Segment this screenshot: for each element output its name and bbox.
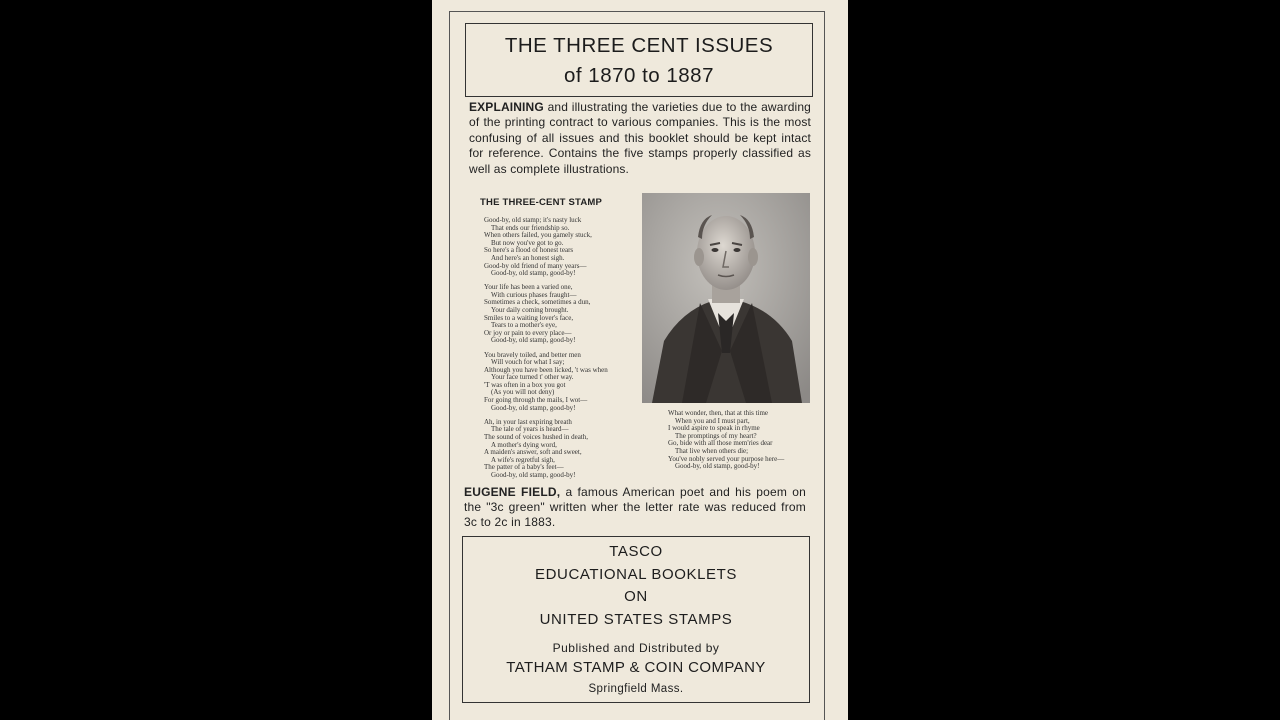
poem-line: Good-by, old stamp, good-by!: [491, 269, 576, 278]
poem-line: Good-by old friend of many years—: [484, 261, 587, 270]
poem-line: A mother's dying word,: [491, 440, 557, 449]
poem-line: The promptings of my heart?: [675, 431, 757, 440]
poem-line: That ends our friendship so.: [491, 223, 570, 232]
tasco-booklets-line: EDUCATIONAL BOOKLETS: [534, 566, 738, 583]
poem-line: Although you have been licked, 't was when: [484, 365, 608, 374]
poem-line: You bravely toiled, and better men: [484, 350, 581, 359]
poem-line: Good-by, old stamp; it's nasty luck: [484, 216, 582, 224]
poem-line: Good-by, old stamp, good-by!: [491, 403, 576, 412]
poem-line: 'T was often in a box you got: [484, 380, 566, 389]
poem-line: The sound of voices hushed in death,: [484, 432, 589, 441]
caption-text: a famous American poet and his poem on the "3c green" written wher the letter rate was reduced from 3c to 2c in 1883.: [464, 485, 806, 529]
poem-line: When others failed, you gamely stuck,: [484, 231, 592, 240]
poem-stanza: [484, 419, 608, 480]
poem-stanza: [668, 410, 784, 471]
poem-line: Or joy or pain to every place—: [484, 328, 572, 337]
poem-line: Will vouch for what I say;: [491, 358, 565, 367]
poem-line: For going through the mails, I wot—: [484, 396, 588, 405]
poem-line: Your daily coming brought.: [491, 306, 569, 315]
poem-line: When you and I must part,: [675, 416, 750, 425]
tasco-on-line: ON: [624, 588, 648, 605]
published-by: Published and Distributed by: [552, 641, 720, 655]
intro-paragraph: [469, 100, 811, 177]
poem-line: What wonder, then, that at this time: [668, 409, 769, 417]
poem-line: The patter of a baby's feet—: [484, 463, 564, 472]
poem-line: So here's a flood of honest tears: [484, 246, 574, 255]
poem-left-column: [484, 217, 608, 486]
poem-line: With curious phases fraught—: [491, 290, 577, 299]
title-box: [465, 23, 813, 97]
poem-line: Tears to a mother's eye,: [491, 321, 557, 330]
poem-line: Ah, in your last expiring breath: [484, 417, 572, 426]
tasco-stamps-line: UNITED STATES STAMPS: [539, 611, 733, 628]
poem-line: Good-by, old stamp, good-by!: [491, 336, 576, 345]
poem-line: The tale of years is heard—: [491, 425, 569, 434]
poem-line: A wife's regretful sigh,: [491, 455, 555, 464]
poem-stanza: [484, 284, 608, 345]
poem-line: Sometimes a check, sometimes a dun,: [484, 298, 591, 307]
eugene-field-caption: [464, 485, 806, 530]
poem-stanza: [484, 352, 608, 413]
caption-lead: EUGENE FIELD,: [464, 485, 561, 499]
poem-stanza: [484, 217, 608, 278]
poem-line: Your life has been a varied one,: [484, 283, 573, 292]
poem-title: THE THREE-CENT STAMP: [480, 197, 603, 208]
title-line-2: of 1870 to 1887: [564, 64, 714, 87]
booklet-page: [432, 0, 848, 720]
poem-line: I would aspire to speak in rhyme: [668, 424, 760, 433]
poem-line: You've nobly served your purpose here—: [668, 454, 785, 463]
intro-text: and illustrating the varieties due to the awarding of the printing contract to various companies. This is the most confusing of all issues and this booklet should be kept intact for reference. Contains the five stamps properly classified as well as complete illustrations.: [469, 100, 811, 176]
poem-line: But now you've got to go.: [491, 238, 564, 247]
poem-line: Good-by, old stamp, good-by!: [491, 470, 576, 479]
poem-line: And here's an honest sigh.: [491, 253, 565, 262]
poem-line: That live when others die;: [675, 446, 749, 455]
publisher-box: [462, 536, 810, 703]
poem-line: (As you will not deny): [491, 388, 555, 397]
tasco-brand: TASCO: [609, 543, 663, 560]
company-city: Springfield Mass.: [588, 683, 684, 695]
poem-line: Your face turned t' other way.: [491, 373, 574, 382]
poem-line: Smiles to a waiting lover's face,: [484, 313, 574, 322]
company-name: TATHAM STAMP & COIN COMPANY: [506, 659, 766, 676]
poem-line: A maiden's answer, soft and sweet,: [484, 448, 582, 457]
poem-line: Good-by, old stamp, good-by!: [675, 462, 760, 471]
poem-right-column: [668, 410, 784, 477]
poem-line: Go, bide with all those mem'ries dear: [668, 439, 773, 448]
intro-lead: EXPLAINING: [469, 100, 544, 114]
title-line-1: THE THREE CENT ISSUES: [504, 34, 774, 57]
portrait-photo: [642, 193, 810, 403]
